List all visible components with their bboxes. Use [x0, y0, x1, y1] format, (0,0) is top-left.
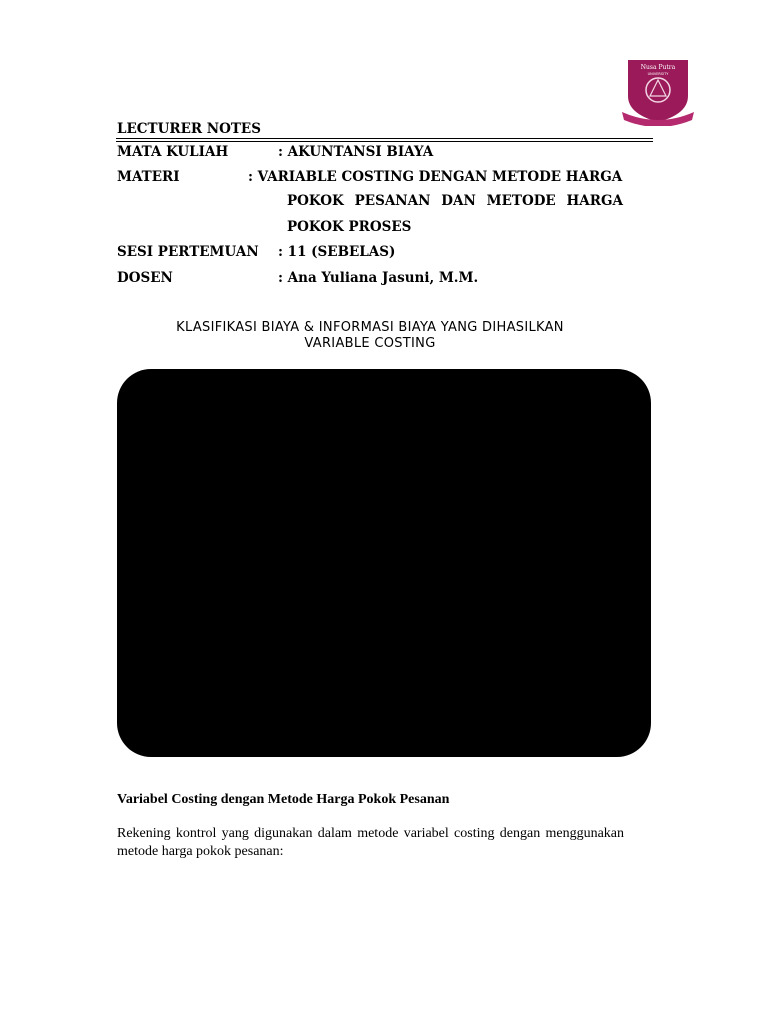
logo-name-text: Nusa Putra	[640, 64, 676, 71]
logo-university-text: UNIVERSITY	[647, 72, 669, 76]
session-value: : 11 (SEBELAS)	[278, 244, 396, 260]
material-value-line2: POKOK PESANAN DAN METODE HARGA	[287, 193, 623, 209]
course-label: MATA KULIAH	[117, 144, 229, 160]
doc-type-label: LECTURER NOTES	[117, 121, 261, 137]
section-title-line1: KLASIFIKASI BIAYA & INFORMASI BIAYA YANG DIHASILKAN	[176, 320, 564, 335]
body-heading: Variabel Costing dengan Metode Harga Pokok Pesanan	[117, 792, 450, 807]
university-logo	[622, 56, 694, 126]
material-value-line1: : VARIABLE COSTING DENGAN METODE HARGA	[248, 169, 623, 185]
header-rule-bottom	[116, 141, 653, 142]
lecturer-label: DOSEN	[117, 270, 173, 286]
lecturer-value: : Ana Yuliana Jasuni, M.M.	[278, 270, 479, 286]
session-label: SESI PERTEMUAN	[117, 244, 259, 260]
material-label: MATERI	[117, 169, 180, 185]
classification-figure	[117, 369, 651, 757]
header-rule-top	[116, 138, 653, 139]
material-value-line3: POKOK PROSES	[287, 219, 412, 235]
section-title-line2: VARIABLE COSTING	[304, 336, 436, 351]
course-value: : AKUNTANSI BIAYA	[278, 144, 434, 160]
body-paragraph: Rekening kontrol yang digunakan dalam metode variabel costing dengan menggunakan metode harga pokok pesanan:	[117, 826, 624, 859]
